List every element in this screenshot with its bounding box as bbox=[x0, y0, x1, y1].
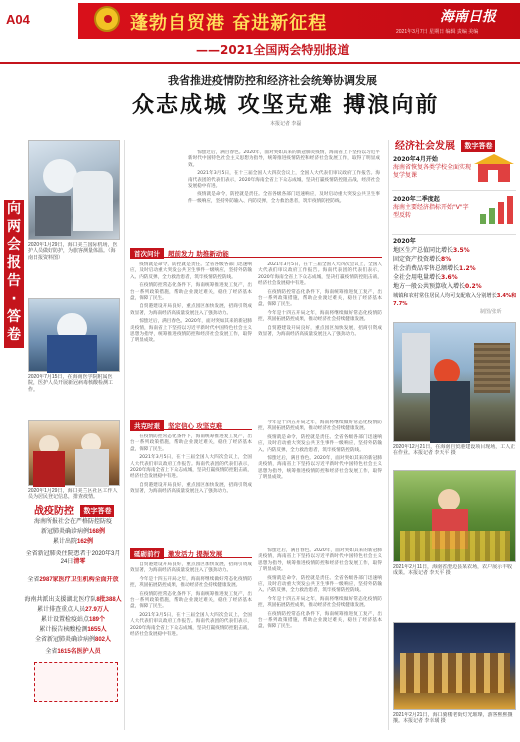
stat-text: 全省新冠肺炎确诊病例 bbox=[34, 637, 95, 643]
note-heading: 2020年二季度起 bbox=[393, 196, 440, 203]
stat-text: 累计排查重点人员 bbox=[37, 607, 86, 613]
stat-item bbox=[24, 576, 122, 592]
economy-note-2 bbox=[393, 196, 473, 220]
stat-text: 海南所报社会在严格防控防疫 bbox=[33, 519, 112, 525]
edition-info: 2021年3月7日 星期日 编辑 责编 美编 bbox=[396, 29, 479, 35]
subhead-row bbox=[130, 420, 252, 430]
epidemic-numbers-title bbox=[34, 502, 114, 517]
economy-section-title bbox=[395, 137, 495, 152]
header-slogan: 蓬勃自贸港 奋进新征程 bbox=[130, 13, 328, 34]
stat-item bbox=[24, 606, 122, 614]
subhead-row bbox=[130, 248, 382, 258]
page-header bbox=[0, 0, 520, 64]
stat-value: 2987家医疗卫生机构全面开放 bbox=[39, 577, 119, 583]
paragraph: 今年是十四五开局之年，海南将继续做好常态化疫情防控，巩固拓展防控成果，推动经济社会持续健康发展。 bbox=[258, 596, 382, 609]
stat-value: 8% bbox=[441, 256, 452, 263]
paragraph: 疫情就是命令，防控就是责任。全省各级各部门迅速响应，及时启动重大突发公共卫生事件一级响应，坚持外防输入、内防反弹，全力救治患者，筑牢疫情防控防线。 bbox=[188, 192, 380, 204]
paragraph: 2021年3月5日，在十三届全国人大四次会议上，全国人大代表们审议政府工作报告。海南代表团的代表们表示，2020年海南全省上下众志成城，坚决打赢疫情防控阻击战，经济社会发展稳中有进。 bbox=[188, 171, 380, 190]
stat-item bbox=[24, 636, 122, 644]
paragraph: 惊蛰过后，满目春色。2020年，面对突如其来的新冠肺炎疫情，海南省上下坚持以习近平新时代中国特色社会主义思想为指导，统筹推进疫情防控和经济社会发展工作，取得了明显成效。 bbox=[130, 319, 252, 344]
article-column-4 bbox=[258, 420, 382, 544]
photo-construction-site bbox=[393, 322, 516, 442]
article-byline: 本报记者 李磊 bbox=[270, 121, 302, 127]
section-rule bbox=[392, 234, 516, 235]
stat-text: 社会消费品零售总额增长 bbox=[393, 265, 460, 272]
economy-stat bbox=[393, 256, 517, 264]
epidemic-numbers-title-text: 战疫防控 bbox=[34, 506, 74, 517]
stat-item bbox=[24, 528, 122, 536]
photo-farm-harvest bbox=[393, 470, 516, 562]
stat-text: 累计报告核酸检测 bbox=[39, 627, 88, 633]
paragraph: 2021年3月5日，在十三届全国人大四次会议上，全国人大代表们审议政府工作报告。海南代表团的代表们表示，2020年海南全省上下众志成城，坚决打赢疫情防控阻击战，经济社会发展稳中有进。 bbox=[130, 612, 252, 638]
stat-item bbox=[24, 648, 122, 656]
stat-text: 累计出院 bbox=[52, 539, 77, 545]
paragraph: 自贸港建设开局良好，重点园区加快发展，招商引资成效显著，为海南经济高质量发展注入了强劲动力。 bbox=[258, 325, 382, 338]
photo-community-registration bbox=[28, 420, 120, 486]
stat-value: 3.4%和7.7% bbox=[393, 293, 517, 307]
stat-text: 全社会用电量增长 bbox=[393, 274, 442, 281]
paragraph: 自贸港建设开局良好，重点园区加快发展，招商引资成效显著，为海南经济高质量发展注入了强劲动力。 bbox=[130, 562, 252, 574]
paragraph: 惊蛰过后，满目春色。2020年，面对突如其来的新冠肺炎疫情，海南省上下坚持以习近平新时代中国特色社会主义思想为指导，统筹推进疫情防控和经济社会发展工作，取得了明显成效。 bbox=[258, 456, 382, 481]
photo-airport-screening bbox=[28, 140, 120, 240]
photo-lab-testing bbox=[28, 298, 120, 372]
paragraph: 自贸港建设开局良好，重点园区加快发展，招商引资成效显著，为海南经济高质量发展注入了强劲动力。 bbox=[130, 482, 252, 495]
stat-value: 27.9万人 bbox=[85, 607, 109, 613]
paragraph: 疫情就是命令，防控就是责任。全省各级各部门迅速响应，及时启动重大突发公共卫生事件一级响应，坚持外防输入、内防反弹，全力救治患者，筑牢疫情防控防线。 bbox=[130, 262, 252, 280]
stat-text: 全省 bbox=[45, 649, 58, 655]
subhead-tag: 首次问计 bbox=[130, 248, 164, 259]
article-headline: 众志成城 攻坚克难 搏浪向前 bbox=[132, 92, 440, 118]
numbers-tag: 数字答卷 bbox=[80, 505, 114, 517]
article-column-1 bbox=[130, 262, 252, 414]
vertical-char: 两 bbox=[7, 219, 21, 235]
article-column-5 bbox=[130, 562, 252, 730]
stat-text: 全省新冠肺炎住院患者于2020年3月24日 bbox=[25, 551, 121, 565]
stat-value: 168例 bbox=[89, 529, 106, 535]
paragraph: 2021年3月5日，在十三届全国人大四次会议上，全国人大代表们审议政府工作报告。海南代表团的代表们表示，2020年海南全省上下众志成城，坚决打赢疫情防控阻击战，经济社会发展稳中有进。 bbox=[130, 455, 252, 480]
vertical-char: 答 bbox=[7, 309, 21, 325]
mini-infographic bbox=[34, 662, 118, 702]
stat-text: 新冠肺炎确诊病例 bbox=[40, 529, 89, 535]
article-column-3 bbox=[130, 434, 252, 544]
article-column-2 bbox=[258, 262, 382, 414]
stat-text: 全省 bbox=[27, 577, 40, 583]
right-photo-caption-1: 2020年12月21日，在海南自贸港建设项目现场，工人正在作业。本报记者 李天平 摄 bbox=[393, 444, 516, 457]
header-rule bbox=[0, 62, 520, 64]
vertical-char: · bbox=[11, 291, 17, 307]
stat-value: 162例 bbox=[77, 539, 94, 545]
stat-item bbox=[24, 616, 122, 624]
page-number: A04 bbox=[6, 12, 30, 27]
note-body: 海南省恢复各类学校全面实现复学复课 bbox=[393, 164, 472, 179]
paragraph: 在疫情防控常态化条件下，海南统筹推进复工复产，出台一系列政策措施，帮助企业渡过难关，稳住了经济基本盘，保障了民生。 bbox=[130, 591, 252, 610]
paragraph: 自贸港建设开局良好，重点园区加快发展，招商引资成效显著，为海南经济高质量发展注入了强劲动力。 bbox=[130, 304, 252, 316]
photo-qilou-street-night bbox=[393, 622, 516, 710]
photo-caption-2: 2020年7月15日，在海南医学院附属医院，医护人员开展新冠病毒核酸检测工作。 bbox=[28, 374, 114, 393]
paragraph: 惊蛰过后，满目春色。2020年，面对突如其来的新冠肺炎疫情，海南省上下坚持以习近平新时代中国特色社会主义思想为指导，统筹推进疫情防控和经济社会发展工作，取得了明显成效。 bbox=[188, 150, 380, 168]
graphic-credit: 制图/张昕 bbox=[480, 309, 502, 315]
stat-item bbox=[24, 518, 122, 526]
economy-section-title-text: 经济社会发展 bbox=[395, 141, 455, 152]
paragraph: 惊蛰过后，满目春色。2020年，面对突如其来的新冠肺炎疫情，海南省上下坚持以习近平新时代中国特色社会主义思想为指导，统筹推进疫情防控和经济社会发展工作，取得了明显成效。 bbox=[258, 548, 382, 573]
stat-text: 海南共派出支援湖北医疗队 bbox=[24, 597, 97, 603]
stat-value: 3.6% bbox=[441, 274, 458, 281]
paragraph: 在疫情防控常态化条件下，海南统筹推进复工复产，出台一系列政策措施，帮助企业渡过难关，稳住了经济基本盘，保障了民生。 bbox=[130, 283, 252, 302]
paragraph: 在疫情防控常态化条件下，海南统筹推进复工复产，出台一系列政策措施，帮助企业渡过难关，稳住了经济基本盘，保障了民生。 bbox=[258, 289, 382, 308]
subhead-row bbox=[130, 548, 252, 558]
economy-year-label: 2020年 bbox=[393, 238, 416, 245]
photo-caption-3: 2020年1月29日，海口美兰区社区工作人员为居民登记信息，排查疫情。 bbox=[28, 488, 118, 501]
stat-value: 189个 bbox=[89, 617, 106, 623]
note-heading: 2020年4月开始 bbox=[393, 156, 438, 163]
paragraph: 2021年3月5日，在十三届全国人大四次会议上，全国人大代表们审议政府工作报告。海南代表团的代表们表示，2020年海南全省上下众志成城，坚决打赢疫情防控阻击战，经济社会发展稳中有进。 bbox=[258, 262, 382, 287]
vertical-char: 卷 bbox=[7, 327, 21, 343]
stat-item bbox=[24, 538, 122, 546]
vertical-char: 告 bbox=[7, 273, 21, 289]
column-divider bbox=[388, 140, 389, 730]
economy-stat bbox=[393, 274, 517, 282]
paragraph: 疫情就是命令，防控就是责任。全省各级各部门迅速响应，及时启动重大突发公共卫生事件一级响应，坚持外防输入、内防反弹，全力救治患者，筑牢疫情防控防线。 bbox=[258, 434, 382, 453]
paragraph: 疫情就是命令，防控就是责任。全省各级各部门迅速响应，及时启动重大突发公共卫生事件一级响应，坚持外防输入、内防反弹，全力救治患者，筑牢疫情防控防线。 bbox=[258, 575, 382, 594]
economy-stat bbox=[393, 283, 517, 291]
header-subtitle: ——2021全国两会特别报道 bbox=[196, 43, 350, 57]
growth-chart-icon bbox=[478, 196, 514, 224]
column-divider bbox=[124, 140, 125, 730]
newspaper-masthead: 海南日报 bbox=[440, 9, 496, 25]
school-building-icon bbox=[474, 152, 514, 184]
economy-tag: 数字答卷 bbox=[461, 140, 495, 152]
subhead-text: 激发活力 提振发展 bbox=[168, 550, 223, 558]
stat-value: 清零 bbox=[73, 559, 86, 565]
subhead-tag: 共克时艰 bbox=[130, 420, 164, 431]
stat-text: 固定资产投资增长 bbox=[393, 256, 442, 263]
stat-text: 地区生产总值同比增长 bbox=[393, 247, 454, 254]
paragraph: 今年是十四五开局之年，海南将继续做好常态化疫情防控，巩固拓展防控成果，推动经济社会持续健康发展。 bbox=[258, 420, 382, 432]
stat-item bbox=[24, 596, 122, 604]
paragraph: 在疫情防控常态化条件下，海南统筹推进复工复产，出台一系列政策措施，帮助企业渡过难关，稳住了经济基本盘，保障了民生。 bbox=[258, 611, 382, 630]
paragraph: 今年是十四五开局之年，海南将继续做好常态化疫情防控，巩固拓展防控成果，推动经济社会持续健康发展。 bbox=[130, 576, 252, 589]
header-banner bbox=[78, 3, 520, 39]
stat-value: 802人 bbox=[95, 637, 112, 643]
stat-value: 1615名医护人员 bbox=[57, 649, 101, 655]
stat-value: 1655人 bbox=[87, 627, 107, 633]
note-body: 海南主要经济指标开始"V"字型反转 bbox=[393, 204, 469, 219]
stat-item bbox=[24, 626, 122, 634]
section-rule bbox=[392, 190, 516, 191]
article-kicker: 我省推进疫情防控和经济社会统筹协调发展 bbox=[168, 74, 377, 87]
stat-text: 城镇和农村常住居民人均可支配收入分别增长 bbox=[393, 293, 497, 299]
paragraph: 在疫情防控常态化条件下，海南统筹推进复工复产，出台一系列政策措施，帮助企业渡过难关，稳住了经济基本盘，保障了民生。 bbox=[130, 434, 252, 452]
stat-value: 1.2% bbox=[459, 265, 476, 272]
stat-value: 8批388人 bbox=[96, 597, 122, 603]
stat-item bbox=[24, 550, 122, 568]
economy-stat bbox=[393, 265, 517, 273]
stat-text: 地方一般公共预算收入增长 bbox=[393, 283, 466, 290]
economy-note-1 bbox=[393, 156, 471, 180]
subhead-tag: 砥砺前行 bbox=[130, 548, 164, 559]
stat-value: 3.5% bbox=[453, 247, 470, 254]
photo-caption-1: 2020年1月29日，海口美兰国际机场，医护人员做好防护，为旅客测量体温。（海南日报资料图） bbox=[28, 242, 118, 261]
stat-value: 0.2% bbox=[465, 283, 482, 290]
vertical-section-label bbox=[4, 200, 24, 348]
right-photo-caption-3: 2021年2月21日，海口骑楼老街灯光璀璨，游客熙熙攘攘。本报记者 李幸璜 摄 bbox=[393, 712, 513, 725]
vertical-char: 向 bbox=[7, 201, 21, 217]
subhead-text: 超前发力 助推新动能 bbox=[168, 250, 229, 258]
paragraph: 今年是十四五开局之年，海南将继续做好常态化疫情防控，巩固拓展防控成果，推动经济社会持续健康发展。 bbox=[258, 310, 382, 323]
economy-stat bbox=[393, 247, 517, 255]
article-column-6 bbox=[258, 548, 382, 730]
vertical-char: 报 bbox=[7, 255, 21, 271]
subhead-text: 坚定信心 攻坚克难 bbox=[168, 422, 223, 430]
right-photo-caption-2: 2021年2月11日，海南省澄迈县某农场，农户展示丰收成果。本报记者 李天平 摄 bbox=[393, 564, 513, 577]
vertical-char: 会 bbox=[7, 237, 21, 253]
stat-text: 累计设置检疫站点 bbox=[40, 617, 89, 623]
article-intro bbox=[188, 150, 380, 242]
economy-stat bbox=[393, 292, 517, 308]
national-emblem-icon bbox=[94, 6, 120, 32]
